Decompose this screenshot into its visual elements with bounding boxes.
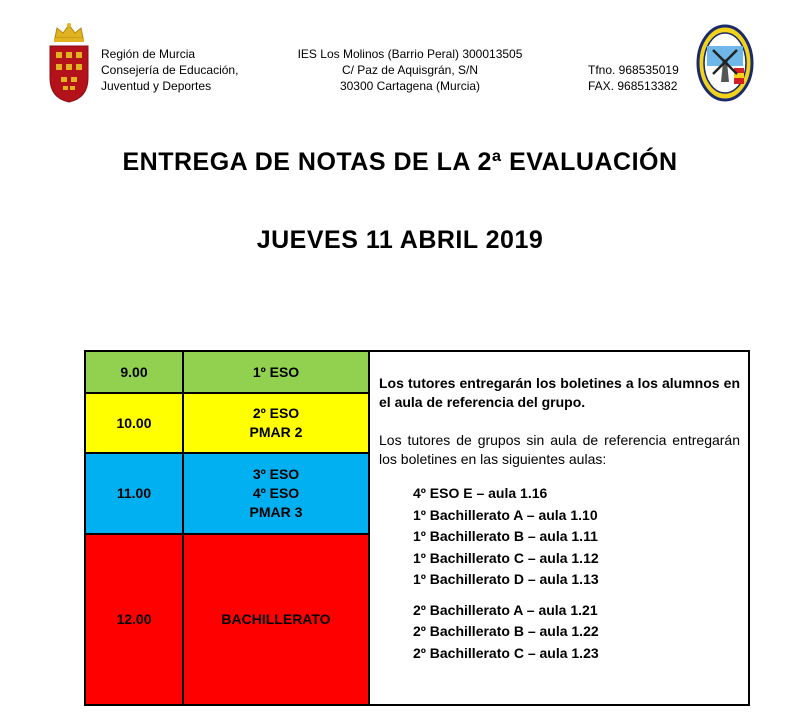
school-line: C/ Paz de Aquisgrán, S/N bbox=[341, 63, 479, 77]
group-label: 3º ESO bbox=[252, 466, 300, 482]
time-cell: 12.00 bbox=[85, 534, 183, 705]
school-line: IES Los Molinos (Barrio Peral) 300013505 bbox=[297, 47, 523, 61]
aulas-list bbox=[413, 483, 740, 664]
info-paragraph: Los tutores de grupos sin aula de referencia entregarán los boletines en las siguientes aulas: bbox=[379, 432, 740, 467]
list-item: 1º Bachillerato B – aula 1.11 bbox=[413, 528, 598, 544]
group-cell bbox=[183, 534, 369, 705]
list-spacer bbox=[413, 591, 740, 600]
region-block bbox=[101, 46, 238, 94]
group-label: BACHILLERATO bbox=[221, 611, 331, 627]
schedule-table bbox=[84, 350, 750, 706]
group-label: PMAR 2 bbox=[249, 424, 303, 440]
letterhead bbox=[0, 0, 800, 110]
region-line: Consejería de Educación, bbox=[101, 63, 239, 77]
list-item: 2º Bachillerato B – aula 1.22 bbox=[413, 623, 599, 639]
region-line: Juventud y Deportes bbox=[101, 79, 212, 93]
group-cell bbox=[183, 351, 369, 393]
page-title: ENTREGA DE NOTAS DE LA 2ª EVALUACIÓN bbox=[122, 148, 678, 176]
fax-line: FAX. 968513382 bbox=[588, 79, 678, 93]
group-label: 2º ESO bbox=[252, 405, 300, 421]
list-item: 1º Bachillerato D – aula 1.13 bbox=[413, 571, 599, 587]
contact-block bbox=[588, 62, 679, 94]
time-cell: 10.00 bbox=[85, 393, 183, 453]
list-item: 2º Bachillerato A – aula 1.21 bbox=[413, 601, 598, 618]
ies-los-molinos-windmill-emblem-icon bbox=[696, 24, 754, 102]
info-cell bbox=[369, 351, 749, 705]
group-cell bbox=[183, 393, 369, 453]
time-cell: 11.00 bbox=[85, 453, 183, 534]
list-item: 1º Bachillerato A – aula 1.10 bbox=[413, 506, 598, 523]
list-item: 1º Bachillerato C – aula 1.12 bbox=[413, 549, 599, 566]
schedule-row bbox=[85, 351, 749, 393]
phone-line: Tfno. 968535019 bbox=[588, 63, 679, 77]
school-line: 30300 Cartagena (Murcia) bbox=[339, 79, 481, 93]
list-item: 2º Bachillerato C – aula 1.23 bbox=[413, 644, 599, 661]
region-line: Región de Murcia bbox=[101, 47, 196, 61]
group-label: 1º ESO bbox=[252, 363, 300, 380]
info-bold-paragraph: Los tutores entregarán los boletines a los alumnos en el aula de referencia del grupo. bbox=[379, 375, 740, 410]
list-item: 4º ESO E – aula 1.16 bbox=[413, 485, 548, 501]
group-cell bbox=[183, 453, 369, 534]
school-address-block bbox=[270, 46, 550, 94]
region-murcia-crest-icon bbox=[46, 22, 92, 104]
time-cell: 9.00 bbox=[85, 351, 183, 393]
group-label: PMAR 3 bbox=[249, 504, 303, 520]
event-date: JUEVES 11 ABRIL 2019 bbox=[256, 226, 544, 254]
group-label: 4º ESO bbox=[252, 485, 300, 501]
